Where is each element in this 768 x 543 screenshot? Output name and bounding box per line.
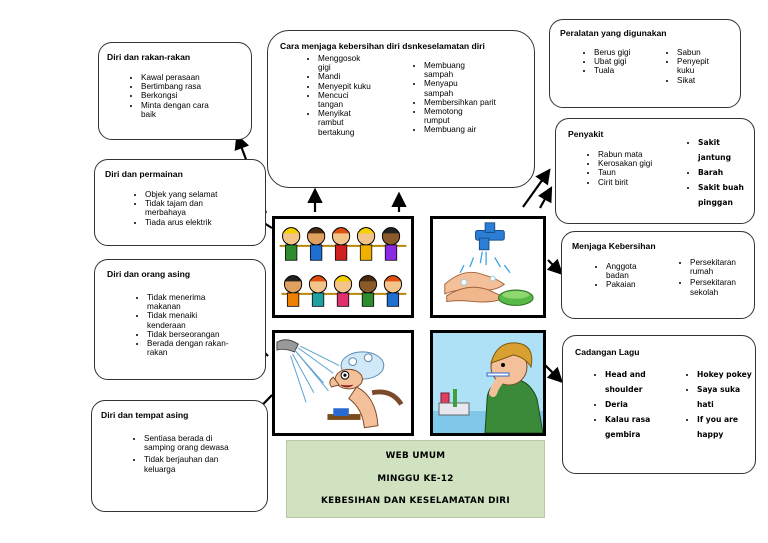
item-list-right — [412, 61, 500, 135]
list-item: • Barah — [698, 165, 764, 180]
box-diri-rakan — [98, 42, 252, 140]
box-title: Diri dan orang asing — [107, 269, 191, 279]
list-item: • Ubat gigi — [594, 57, 658, 66]
center-title-panel — [286, 440, 545, 518]
list-item: • Rabun mata — [598, 150, 670, 159]
box-title: Penyakit — [568, 129, 604, 139]
title-line-minggu: MINGGU KE-12 — [377, 474, 454, 484]
list-item: • Mencuci tangan — [318, 91, 374, 109]
list-item: • Objek yang selamat — [145, 190, 265, 199]
arrow-to-penyakit — [540, 190, 550, 208]
list-item: • Saya suka hati — [697, 382, 759, 412]
box-title: Menjaga Kebersihan — [572, 241, 656, 251]
list-item: • Memotong rumput — [424, 107, 484, 125]
children-illustration-icon — [275, 219, 411, 315]
box-diri-tempat-asing — [91, 400, 268, 512]
list-item: • Tidak menerima makanan — [147, 293, 237, 311]
item-list-right — [678, 258, 758, 297]
list-item: • Cirit birit — [598, 178, 670, 187]
box-title: Diri dan tempat asing — [101, 410, 189, 420]
list-item: • Tiada arus elektrik — [145, 218, 265, 227]
item-list-right — [685, 367, 759, 442]
list-item: • Kalau rasa gembira — [605, 412, 669, 442]
item-list — [135, 293, 237, 357]
box-title: Cadangan Lagu — [575, 347, 640, 357]
list-item: • Head and shoulder — [605, 367, 669, 397]
list-item: • Anggota badan — [606, 262, 646, 280]
list-item: • Berada dengan rakan-rakan — [147, 339, 237, 357]
box-title: Diri dan rakan-rakan — [107, 52, 191, 62]
list-item: • If you are happy — [697, 412, 759, 442]
box-diri-orang-asing — [94, 259, 266, 380]
box-title: Diri dan permainan — [105, 169, 183, 179]
item-list-left — [593, 367, 669, 442]
item-list-right — [686, 135, 764, 210]
box-title: Peralatan yang digunakan — [560, 28, 667, 38]
list-item: • Bertimbang rasa — [141, 82, 259, 91]
item-list-left — [306, 54, 374, 137]
list-item: • Sikat — [677, 76, 727, 85]
list-item: • Membuang sampah — [424, 61, 474, 79]
list-item: • Berus gigi — [594, 48, 658, 57]
list-item: • Menyapu sampah — [424, 79, 474, 97]
box-menjaga-kebersihan — [561, 231, 755, 319]
brushing-teeth-icon — [433, 333, 543, 433]
list-item: • Sakit buah pinggan — [698, 180, 764, 210]
list-item: • Hokey pokey — [697, 367, 759, 382]
list-item: • Membersihkan parit — [424, 98, 500, 107]
list-item: • Deria — [605, 397, 669, 412]
list-item: • Menggosok gigi — [318, 54, 374, 72]
list-item: • Persekitaran sekolah — [690, 278, 758, 296]
list-item: • Tidak tajam dan merbahaya — [145, 199, 240, 217]
box-title: Cara menjaga kebersihan diri dsnkeselamatan diri — [280, 41, 485, 51]
list-item: • Persekitaran rumah — [690, 258, 758, 276]
list-item: • Kerosakan gigi — [598, 159, 670, 168]
list-item: • Pakaian — [606, 280, 660, 289]
title-line-web-umum: WEB UMUM — [385, 451, 446, 461]
item-list-right — [665, 48, 727, 85]
box-peralatan — [549, 19, 741, 108]
hand-washing-image — [430, 216, 546, 318]
item-list — [133, 190, 265, 227]
arrow-to-menjaga — [548, 260, 560, 272]
list-item: • Taun — [598, 168, 670, 177]
box-penyakit — [555, 118, 755, 224]
brushing-teeth-image — [430, 330, 546, 436]
arrow-to-lagu — [545, 365, 560, 380]
list-item: • Mandi — [318, 72, 374, 81]
list-item: • Tidak berseorangan — [147, 330, 237, 339]
title-line-topic: KEBESIHAN DAN KESELAMATAN DIRI — [321, 496, 510, 506]
shower-icon — [275, 333, 411, 433]
children-holding-hands-image — [272, 216, 414, 318]
list-item: • Minta dengan cara baik — [141, 101, 221, 119]
list-item: • Tidak berjauhan dan keluarga — [144, 455, 240, 473]
list-item: • Menyepit kuku — [318, 82, 374, 91]
box-cara-menjaga — [267, 30, 535, 188]
list-item: • Sentiasa berada di samping orang dewasa — [144, 434, 240, 452]
item-list-left — [586, 150, 670, 187]
box-cadangan-lagu — [562, 335, 756, 474]
list-item: • Sabun — [677, 48, 727, 57]
list-item: • Tuala — [594, 66, 658, 75]
list-item: • Sakit jantung — [698, 135, 742, 165]
item-list-left — [594, 262, 660, 290]
list-item: • Menyikat rambut bertakung — [318, 109, 374, 137]
shower-image — [272, 330, 414, 436]
hand-washing-icon — [433, 219, 543, 315]
item-list — [132, 434, 240, 474]
list-item: • Membuang air — [424, 125, 500, 134]
item-list — [129, 73, 259, 119]
list-item: • Tidak menaiki kenderaan — [147, 311, 237, 329]
list-item: • Berkongsi — [141, 91, 259, 100]
item-list-left — [582, 48, 658, 76]
list-item: • Kawal perasaan — [141, 73, 259, 82]
list-item: • Penyepit kuku — [677, 57, 727, 75]
box-diri-permainan — [94, 159, 266, 246]
